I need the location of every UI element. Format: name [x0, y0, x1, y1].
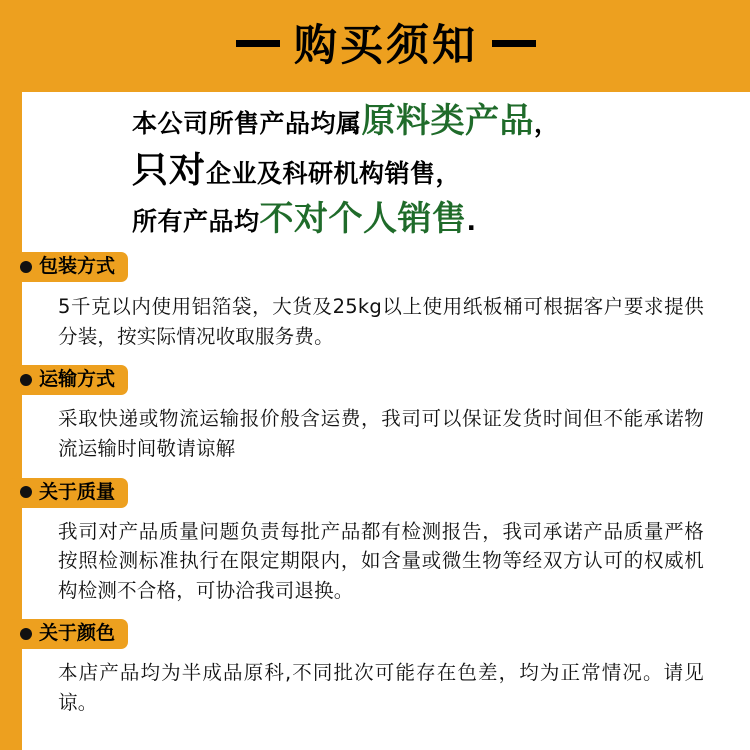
intro-line-3-prefix: 所有产品均	[132, 206, 260, 236]
header-band	[22, 0, 750, 92]
section-quality-tag	[8, 478, 128, 508]
section-packaging-tag	[8, 252, 128, 282]
intro-line-2-emphasis: 只对	[132, 149, 207, 191]
intro-line-3-suffix: .	[466, 206, 477, 236]
intro-line-3	[132, 198, 750, 242]
section-packaging-body: 5千克以内使用铝箔袋，大货及25kg以上使用纸板桶可根据客户要求提供分装，按实际情况收取服务费。	[58, 295, 704, 348]
section-color-tag-wrap	[8, 619, 128, 649]
intro-line-1-suffix: ，	[534, 109, 560, 138]
intro-line-1-prefix: 本公司所售产品均属	[132, 109, 362, 138]
section-color	[22, 619, 750, 717]
page-title	[222, 20, 550, 71]
section-packaging-label: 包装方式	[39, 255, 116, 277]
intro-line-1	[132, 100, 750, 144]
bullet-dot-icon	[20, 374, 32, 386]
intro-line-2	[132, 148, 750, 194]
section-quality	[22, 478, 750, 606]
intro-line-1-highlight: 原料类产品	[361, 101, 535, 141]
section-color-body: 本店产品均为半成品原科,不同批次可能存在色差，均为正常情况。请见谅。	[58, 661, 704, 714]
bullet-dot-icon	[20, 261, 32, 273]
intro-block	[22, 100, 750, 245]
page-title-text: 购买须知	[294, 20, 478, 71]
section-shipping	[22, 365, 750, 463]
intro-line-3-highlight: 不对个人销售	[259, 198, 467, 239]
dash-left-icon	[236, 40, 280, 47]
notice-sections	[22, 252, 750, 732]
section-quality-tag-wrap	[8, 478, 128, 508]
section-quality-body: 我司对产品质量问题负责每批产品都有检测报告，我司承诺产品质量严格按照检测标准执行在限定期限内，如含量或微生物等经双方认可的权威机构检测不合格，可协洽我司退换。	[58, 519, 704, 602]
bullet-dot-icon	[20, 486, 32, 498]
dash-right-icon	[492, 40, 536, 47]
section-packaging-tag-wrap	[8, 252, 128, 282]
section-shipping-tag-wrap	[8, 365, 128, 395]
section-shipping-label: 运输方式	[39, 368, 116, 391]
section-quality-label: 关于质量	[39, 480, 116, 503]
section-shipping-tag	[8, 365, 128, 395]
section-color-tag	[8, 619, 128, 649]
section-packaging	[22, 252, 750, 351]
section-color-label: 关于颜色	[39, 622, 116, 645]
bullet-dot-icon	[20, 628, 32, 640]
intro-line-2-text: 企业及科研机构销售，	[206, 158, 462, 188]
section-shipping-body: 采取快递或物流运输报价般含运费，我司可以保证发货时间但不能承诺物流运输时间敬请谅解	[58, 407, 704, 460]
